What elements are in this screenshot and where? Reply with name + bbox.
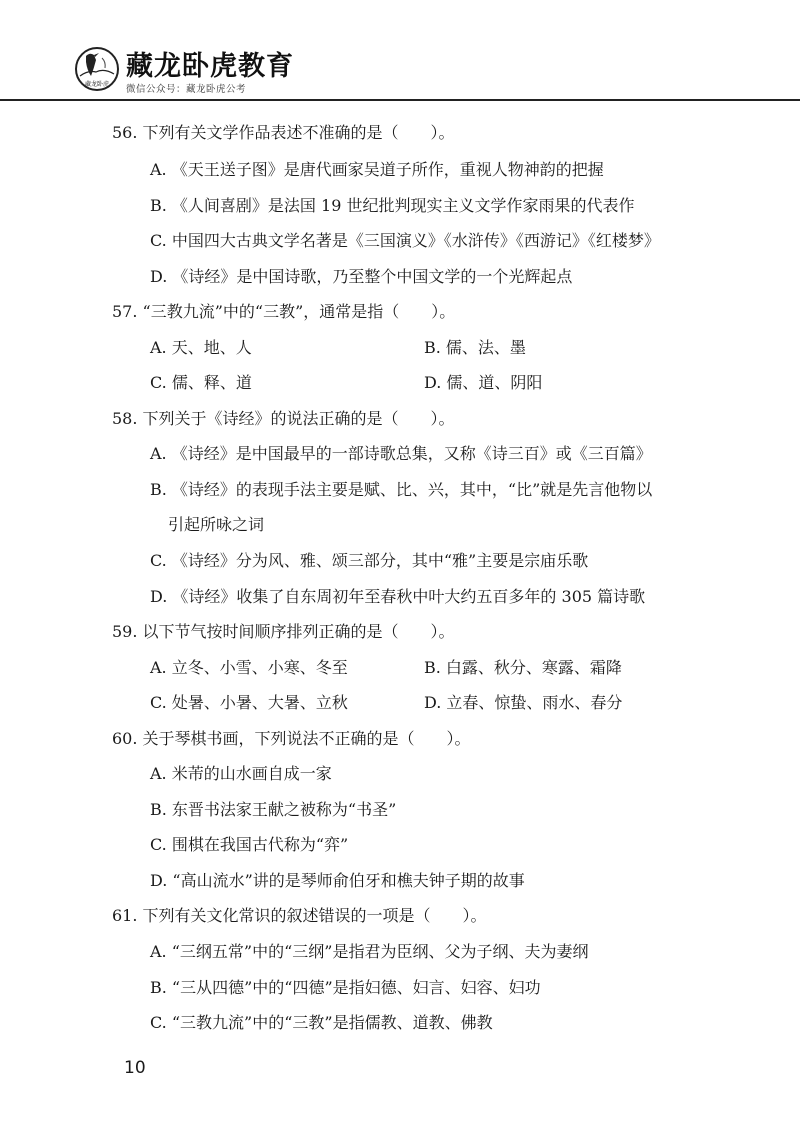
question-58-option-c: C. 《诗经》分为风、雅、颂三部分，其中“雅”主要是宗庙乐歌 xyxy=(150,551,589,570)
question-61-option-a: A. “三纲五常”中的“三纲”是指君为臣纲、父为子纲、夫为妻纲 xyxy=(150,942,589,961)
question-58-stem: 58. 下列关于《诗经》的说法正确的是（ ）。 xyxy=(112,409,455,428)
question-57-option-b: B. 儒、法、墨 xyxy=(424,338,526,357)
question-61-option-c: C. “三教九流”中的“三教”是指儒教、道教、佛教 xyxy=(150,1013,493,1032)
page-header xyxy=(0,0,800,110)
question-59-option-c: C. 处暑、小暑、大暑、立秋 xyxy=(150,693,348,712)
question-59-option-a: A. 立冬、小雪、小寒、冬至 xyxy=(150,658,348,677)
question-59-stem: 59. 以下节气按时间顺序排列正确的是（ ）。 xyxy=(112,622,455,641)
question-56-option-a: A. 《天王送子图》是唐代画家吴道子所作，重视人物神韵的把握 xyxy=(150,160,604,179)
question-58-option-a: A. 《诗经》是中国最早的一部诗歌总集，又称《诗三百》或《三百篇》 xyxy=(150,444,652,463)
bird-logo-icon xyxy=(74,46,120,92)
question-60-option-b: B. 东晋书法家王献之被称为“书圣” xyxy=(150,800,397,819)
question-57-option-c: C. 儒、释、道 xyxy=(150,373,252,392)
question-61-option-b: B. “三从四德”中的“四德”是指妇德、妇言、妇容、妇功 xyxy=(150,978,541,997)
question-57-option-a: A. 天、地、人 xyxy=(150,338,252,357)
svg-text:藏龙卧虎: 藏龙卧虎 xyxy=(84,81,110,88)
question-58-option-b-continued: 引起所咏之词 xyxy=(168,515,265,534)
page-number: 10 xyxy=(124,1058,146,1078)
question-56-option-c: C. 中国四大古典文学名著是《三国演义》《水浒传》《西游记》《红楼梦》 xyxy=(150,231,660,250)
question-61-stem: 61. 下列有关文化常识的叙述错误的一项是（ ）。 xyxy=(112,906,487,925)
question-60-option-a: A. 米芾的山水画自成一家 xyxy=(150,764,332,783)
question-60-option-d: D. “高山流水”讲的是琴师俞伯牙和樵夫钟子期的故事 xyxy=(150,871,525,890)
brand-title: 藏龙卧虎教育 xyxy=(126,51,294,82)
brand-subtitle: 微信公众号：藏龙卧虎公考 xyxy=(126,84,247,95)
question-58-option-d: D. 《诗经》收集了自东周初年至春秋中叶大约五百多年的 305 篇诗歌 xyxy=(150,587,646,606)
header-divider xyxy=(0,99,800,101)
question-56-stem: 56. 下列有关文学作品表述不准确的是（ ）。 xyxy=(112,123,455,142)
question-56-option-d: D. 《诗经》是中国诗歌，乃至整个中国文学的一个光辉起点 xyxy=(150,267,573,286)
question-57-option-d: D. 儒、道、阴阳 xyxy=(424,373,543,392)
question-58-option-b: B. 《诗经》的表现手法主要是赋、比、兴，其中，“比”就是先言他物以 xyxy=(150,480,653,499)
question-59-option-b: B. 白露、秋分、寒露、霜降 xyxy=(424,658,622,677)
question-60-stem: 60. 关于琴棋书画，下列说法不正确的是（ ）。 xyxy=(112,729,471,748)
question-56-option-b: B. 《人间喜剧》是法国 19 世纪批判现实主义文学作家雨果的代表作 xyxy=(150,196,635,215)
question-57-stem: 57. “三教九流”中的“三教”，通常是指（ ）。 xyxy=(112,302,456,321)
question-59-option-d: D. 立春、惊蛰、雨水、春分 xyxy=(424,693,623,712)
question-60-option-c: C. 围棋在我国古代称为“弈” xyxy=(150,835,349,854)
